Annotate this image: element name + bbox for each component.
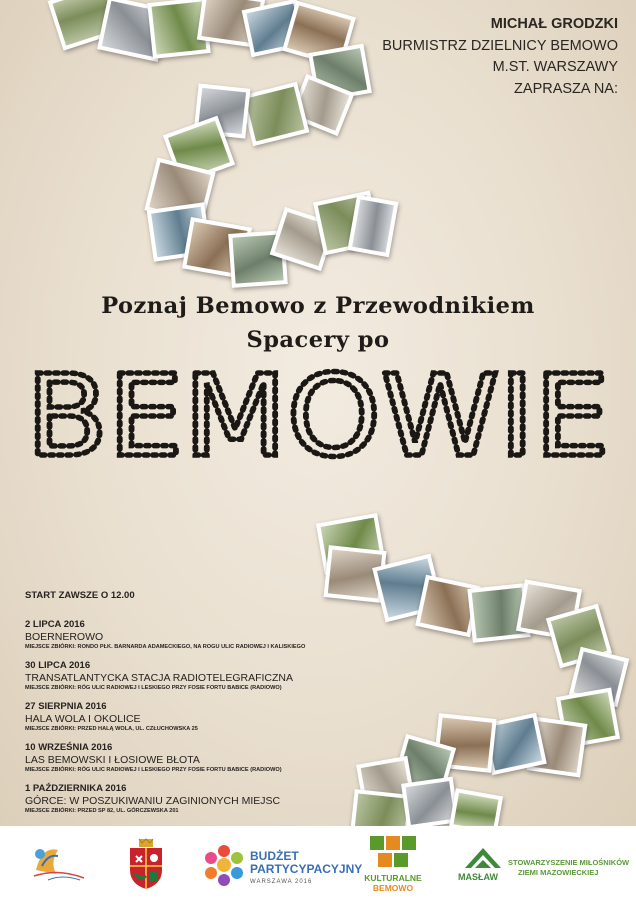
- budget-line3: WARSZAWA 2016: [250, 879, 313, 885]
- mayor-city: M.ST. WARSZAWY: [492, 59, 618, 75]
- event-date: 30 LIPCA 2016: [25, 660, 91, 671]
- mayor-name: MICHAŁ GRODZKI: [490, 16, 618, 32]
- event-title: HALA WOLA I OKOLICE: [25, 713, 141, 725]
- headline-subtitle: Spacery po: [246, 327, 390, 353]
- participatory-budget-flower-icon: [200, 842, 248, 888]
- event-date: 27 SIERPNIA 2016: [25, 701, 107, 712]
- event-item: [25, 660, 305, 692]
- event-date: 10 WRZEŚNIA 2016: [25, 742, 113, 753]
- event-item: [25, 701, 305, 733]
- event-item: [25, 783, 305, 815]
- event-meeting-point: MIEJSCE ZBIÓRKI: RÓG ULIC RADIOWEJ I LESKIEGO PRZY FOSIE FORTU BABICE (RADIOWO): [25, 767, 282, 773]
- event-title: BOERNEROWO: [25, 631, 104, 643]
- invitation-block: [382, 14, 618, 100]
- kulturalne-line2: BEMOWO: [372, 883, 414, 893]
- society-line1: STOWARZYSZENIE MIŁOŚNIKÓW: [508, 858, 630, 867]
- kulturalne-logo-text: [362, 873, 424, 893]
- event-meeting-point: MIEJSCE ZBIÓRKI: PRZED SP 82, UL. GÓRCZEWSKA 201: [25, 808, 179, 814]
- event-title: GÓRCE: W POSZUKIWANIU ZAGINIONYCH MIEJSC: [25, 795, 281, 807]
- schedule: [25, 590, 305, 824]
- mayor-title: BURMISTRZ DZIELNICY BEMOWO: [382, 37, 618, 54]
- coat-of-arms-logo: [126, 838, 166, 890]
- collage-photo: [449, 788, 503, 826]
- event-meeting-point: MIEJSCE ZBIÓRKI: RONDO PŁK. BARNARDA ADAMECKIEGO, NA ROGU ULIC RADIOWEJ I KALISKIEGO: [25, 644, 306, 650]
- footprint-bemowie-word: [18, 360, 618, 470]
- event-meeting-point: MIEJSCE ZBIÓRKI: PRZED HALĄ WOLA, UL. CZŁUCHOWSKA 25: [25, 726, 198, 732]
- bemowo-illustration-logo: [28, 840, 88, 886]
- bemowie-label: BEMOWIE: [26, 360, 610, 470]
- invites-text: ZAPRASZA NA:: [514, 80, 618, 97]
- kulturalne-line1: KULTURALNE: [364, 873, 422, 883]
- event-title: LAS BEMOWSKI I ŁOSIOWE BŁOTA: [25, 754, 200, 766]
- maslaw-hills-icon: [463, 846, 503, 870]
- event-date: 2 LIPCA 2016: [25, 619, 85, 630]
- kulturalne-bemowo-icon: [370, 836, 416, 870]
- sponsor-logo-bar: [0, 826, 636, 900]
- collage-photo: [241, 82, 310, 146]
- society-line2: ZIEMI MAZOWIECKIEJ: [518, 868, 599, 877]
- event-meeting-point: MIEJSCE ZBIÓRKI: RÓG ULIC RADIOWEJ I LESKIEGO PRZY FOSIE FORTU BABICE (RADIOWO): [25, 685, 282, 691]
- event-item: [25, 742, 305, 774]
- start-time: START ZAWSZE O 12.00: [25, 590, 135, 601]
- collage-photo: [347, 195, 398, 257]
- budget-logo-text: [250, 850, 362, 889]
- headline-title: Poznaj Bemowo z Przewodnikiem: [101, 293, 535, 319]
- budget-line2: PARTYCYPACYJNY: [250, 862, 363, 876]
- budget-line1: BUDŻET: [250, 849, 299, 863]
- event-date: 1 PAŹDZIERNIKA 2016: [25, 783, 127, 794]
- event-item: [25, 619, 305, 651]
- society-logo-text: [508, 858, 629, 878]
- event-title: TRANSATLANTYCKA STACJA RADIOTELEGRAFICZNA: [25, 672, 293, 684]
- maslaw-text: MASŁAW: [458, 872, 498, 882]
